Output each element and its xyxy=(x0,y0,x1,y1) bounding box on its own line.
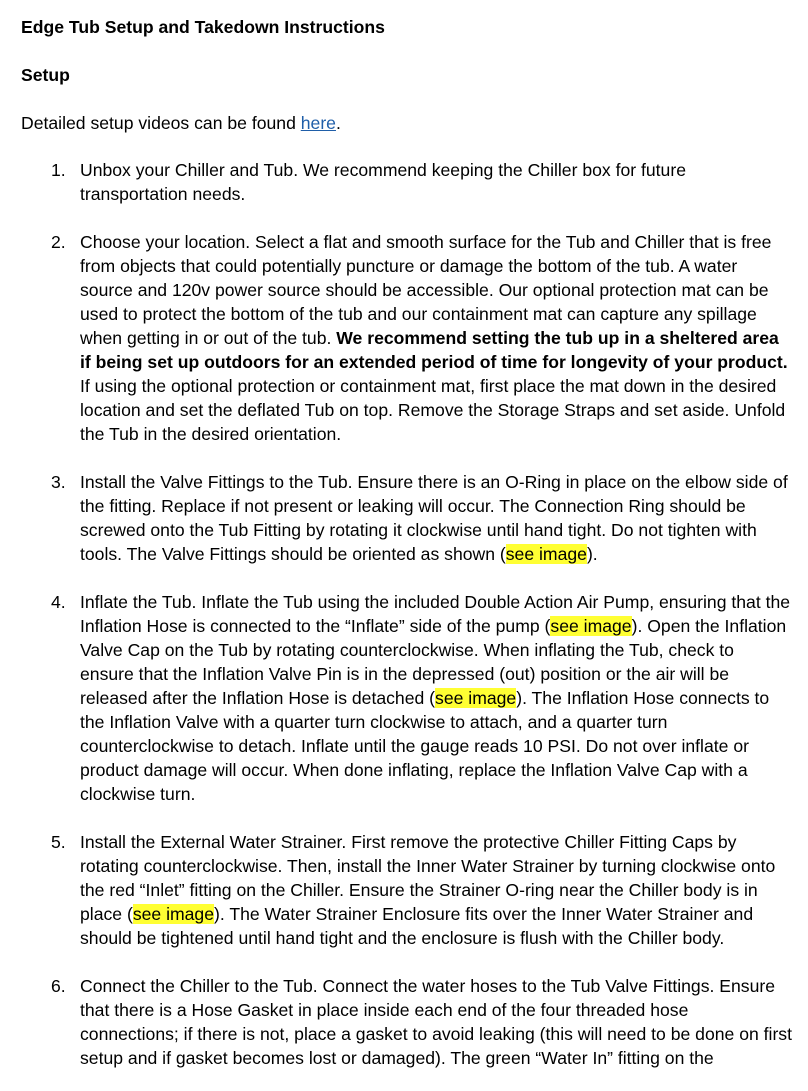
step-text: Unbox your Chiller and Tub. We recommend keeping the Chiller box for future transportation needs. xyxy=(80,160,686,204)
step-text: Choose your location. Select a flat and smooth surface for the Tub and Chiller that is free from objects that could potentially puncture or damage the bottom of the tub. A water source and 120v power source should be accessible. Our optional protection mat can be used to protect the bottom of the tub and our containment mat can capture any spillage when getting in or out of the tub. xyxy=(80,232,772,348)
step-number: 5. xyxy=(51,832,66,852)
step-number: 4. xyxy=(51,592,66,612)
step-number: 2. xyxy=(51,232,66,252)
step-number: 6. xyxy=(51,976,66,996)
step-number: 1. xyxy=(51,160,66,180)
step-text: If using the optional protection or containment mat, first place the mat down in the desired location and set the deflated Tub on top. Remove the Storage Straps and set aside. Unfold the Tub in the desired orientation. xyxy=(80,376,786,444)
list-item xyxy=(21,230,792,446)
step-bold-recommendation: We recommend setting the tub up in a sheltered area if being set up outdoors for an extended period of time for longevity of your product. xyxy=(80,328,788,372)
intro-paragraph xyxy=(21,111,792,135)
step-text: Inflate the Tub. Inflate the Tub using the included Double Action Air Pump, ensuring that the Inflation Hose is connected to the “Inflate” side of the pump ( xyxy=(80,592,791,636)
step-text: Connect the Chiller to the Tub. Connect the water hoses to the Tub Valve Fittings. Ensure that there is a Hose Gasket in place inside each end of the four threaded hose connections; if there is not, place a gasket to avoid leaking (this will need to be done on first setup and if gasket becomes lost or damaged). The green “Water In” fitting on the xyxy=(80,976,792,1068)
setup-steps-list xyxy=(21,158,792,1070)
list-item xyxy=(21,470,792,566)
step-text: ). The Inflation Hose connects to the Inflation Valve with a quarter turn clockwise to attach, and a quarter turn counterclockwise to detach. Inflate until the gauge reads 10 PSI. Do not over inflate or product damage will occur. When done inflating, replace the Inflation Valve Cap with a clockwise turn. xyxy=(80,688,770,804)
document-title: Edge Tub Setup and Takedown Instructions xyxy=(21,17,385,37)
step-text: ). The Water Strainer Enclosure fits over the Inner Water Strainer and should be tightened until hand tight and the enclosure is flush with the Chiller body. xyxy=(80,904,754,948)
section-heading-setup: Setup xyxy=(21,65,70,85)
step-number: 3. xyxy=(51,472,66,492)
see-image-link[interactable]: see image xyxy=(550,616,632,636)
see-image-link[interactable]: see image xyxy=(505,544,587,564)
setup-videos-link[interactable]: here xyxy=(300,113,336,133)
list-item xyxy=(21,974,792,1070)
step-text: ). xyxy=(586,544,598,564)
list-item xyxy=(21,590,792,806)
see-image-link[interactable]: see image xyxy=(132,904,214,924)
step-text: Install the Valve Fittings to the Tub. Ensure there is an O-Ring in place on the elbow side of the fitting. Replace if not present or leaking will occur. The Connection Ring should be screwed onto the Tub Fitting by rotating it clockwise until hand tight. Do not tighten with tools. The Valve Fittings should be oriented as shown ( xyxy=(80,472,788,564)
step-text: Install the External Water Strainer. First remove the protective Chiller Fitting Caps by rotating counterclockwise. Then, install the Inner Water Strainer by turning clockwise onto the red “Inlet” fitting on the Chiller. Ensure the Strainer O-ring near the Chiller body is in place ( xyxy=(80,832,776,924)
intro-text: Detailed setup videos can be found xyxy=(21,113,301,133)
intro-text-end: . xyxy=(335,113,341,133)
list-item xyxy=(21,158,792,206)
list-item xyxy=(21,830,792,950)
see-image-link[interactable]: see image xyxy=(435,688,517,708)
step-text: ). Open the Inflation Valve Cap on the Tub by rotating counterclockwise. When inflating the Tub, check to ensure that the Inflation Valve Pin is in the depressed (out) position or the air will be released after the Inflation Hose is detached ( xyxy=(80,616,787,708)
